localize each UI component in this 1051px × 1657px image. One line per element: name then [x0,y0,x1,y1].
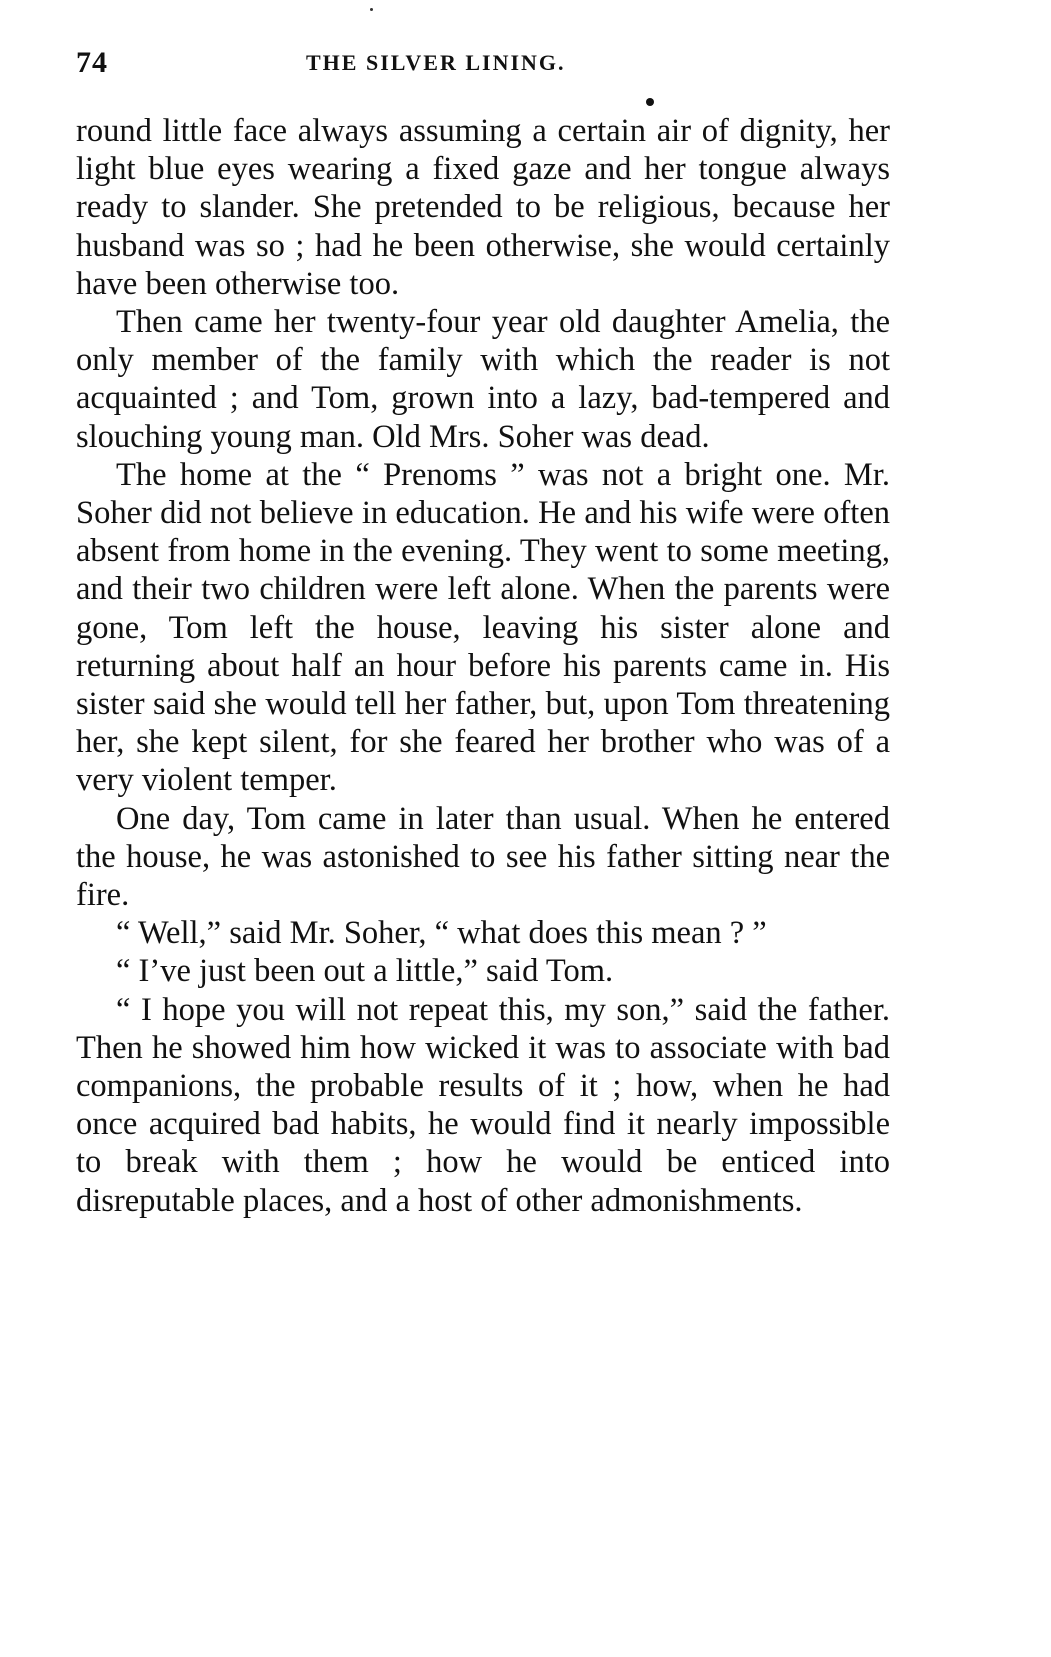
page-number: 74 [76,46,108,79]
paragraph: One day, Tom came in later than usual. When he entered the house, he was astonished to see his father sitting near the fire. [76,800,890,914]
paragraph: “ I’ve just been out a little,” said Tom. [116,953,614,990]
running-title: THE SILVER LINING. [306,50,566,75]
running-head [76,46,896,82]
paragraph: “ Well,” said Mr. Soher, “ what does this mean ? ” [116,915,767,952]
body-text [76,112,890,1220]
speck-mark [370,8,373,11]
paragraph: Then came her twenty-four year old daughter Amelia, the only member of the family with which the reader is not acquainted ; and Tom, grown into a lazy, bad-tempered and slouching young man. Old Mrs. Soher was dead. [76,304,890,455]
paragraph: “ I hope you will not repeat this, my son,” said the father. Then he showed him how wicked it was to associate with bad companions, the probable results of it ; how, when he had once acquired bad habits, he would find it nearly impossible to break with them ; how he would be enticed into disreputable places, and a host of other admonishments. [76,991,890,1219]
ink-dot [646,98,654,106]
paragraph: round little face always assuming a certain air of dignity, her light blue eyes wearing a fixed gaze and her tongue always ready to slander. She pretended to be religious, because her husband was so ; had he been otherwise, she would certainly have been otherwise too. [76,113,890,302]
paragraph: The home at the “ Prenoms ” was not a bright one. Mr. Soher did not believe in education. He and his wife were often absent from home in the evening. They went to some meeting, and their two children were left alone. When the parents were gone, Tom left the house, leaving his sister alone and returning about half an hour before his parents came in. His sister said she would tell her father, but, upon Tom threatening her, she kept silent, for she feared her brother who was of a very violent temper. [76,456,890,799]
